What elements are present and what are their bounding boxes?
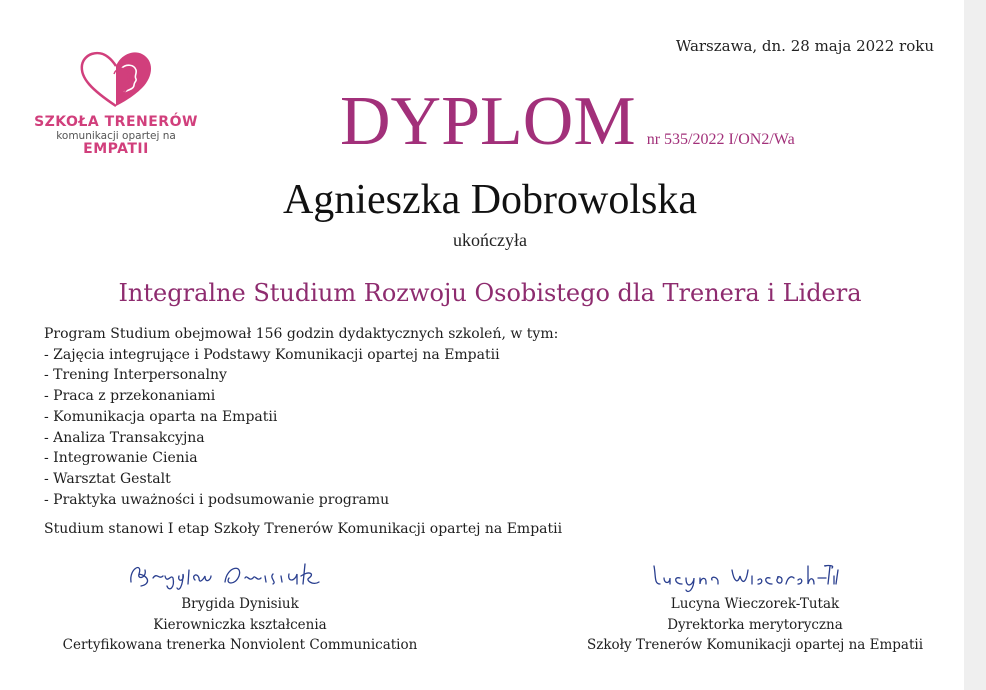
program-item: - Trening Interpersonalny xyxy=(44,367,227,384)
signer-name-right: Lucyna Wieczorek-Tutak xyxy=(670,596,840,612)
program-item: - Praca z przekonaniami xyxy=(44,388,216,405)
logo-line-2: komunikacji opartej na xyxy=(56,130,176,142)
heart-profile-icon xyxy=(76,48,156,110)
school-logo xyxy=(26,48,206,160)
logo-line-3: EMPATII xyxy=(83,141,149,157)
signer-name-left: Brygida Dynisiuk xyxy=(181,596,299,612)
place-date: Warszawa, dn. 28 maja 2022 roku xyxy=(675,37,934,55)
recipient-name: Agnieszka Dobrowolska xyxy=(282,177,698,223)
course-title: Integralne Studium Rozwoju Osobistego dla Trenera i Lidera xyxy=(118,279,862,307)
program-item: - Zajęcia integrujące i Podstawy Komunikacji opartej na Empatii xyxy=(44,346,500,363)
diploma-title: DYPLOM xyxy=(340,83,636,160)
signature-right xyxy=(555,556,955,656)
signer-extra-right: Szkoły Trenerów Komunikacji opartej na Empatii xyxy=(586,637,924,653)
signer-role-right: Dyrektorka merytoryczna xyxy=(667,616,843,633)
program-item: - Integrowanie Cienia xyxy=(44,450,198,467)
signer-role-left: Kierowniczka kształcenia xyxy=(153,616,327,633)
signer-extra-left: Certyfikowana trenerka Nonviolent Communication xyxy=(62,637,418,653)
signature-left xyxy=(40,556,440,656)
program-item: - Warsztat Gestalt xyxy=(44,470,171,487)
program-item: - Analiza Transakcyjna xyxy=(44,429,205,446)
program-item: - Praktyka uważności i podsumowanie programu xyxy=(44,491,390,508)
program-intro: Program Studium obejmował 156 godzin dydaktycznych szkoleń, w tym: xyxy=(44,326,559,342)
stage-note: Studium stanowi I etap Szkoły Trenerów Komunikacji opartej na Empatii xyxy=(44,521,563,537)
diploma-number: nr 535/2022 I/ON2/Wa xyxy=(646,131,795,148)
handwritten-signature-left xyxy=(40,556,440,594)
program-item: - Komunikacja oparta na Empatii xyxy=(44,408,278,425)
logo-line-1: SZKOŁA TRENERÓW xyxy=(34,114,198,130)
program-section xyxy=(44,324,558,510)
handwritten-signature-right xyxy=(555,556,955,594)
title-row xyxy=(340,84,795,160)
completed-label: ukończyła xyxy=(453,230,527,250)
